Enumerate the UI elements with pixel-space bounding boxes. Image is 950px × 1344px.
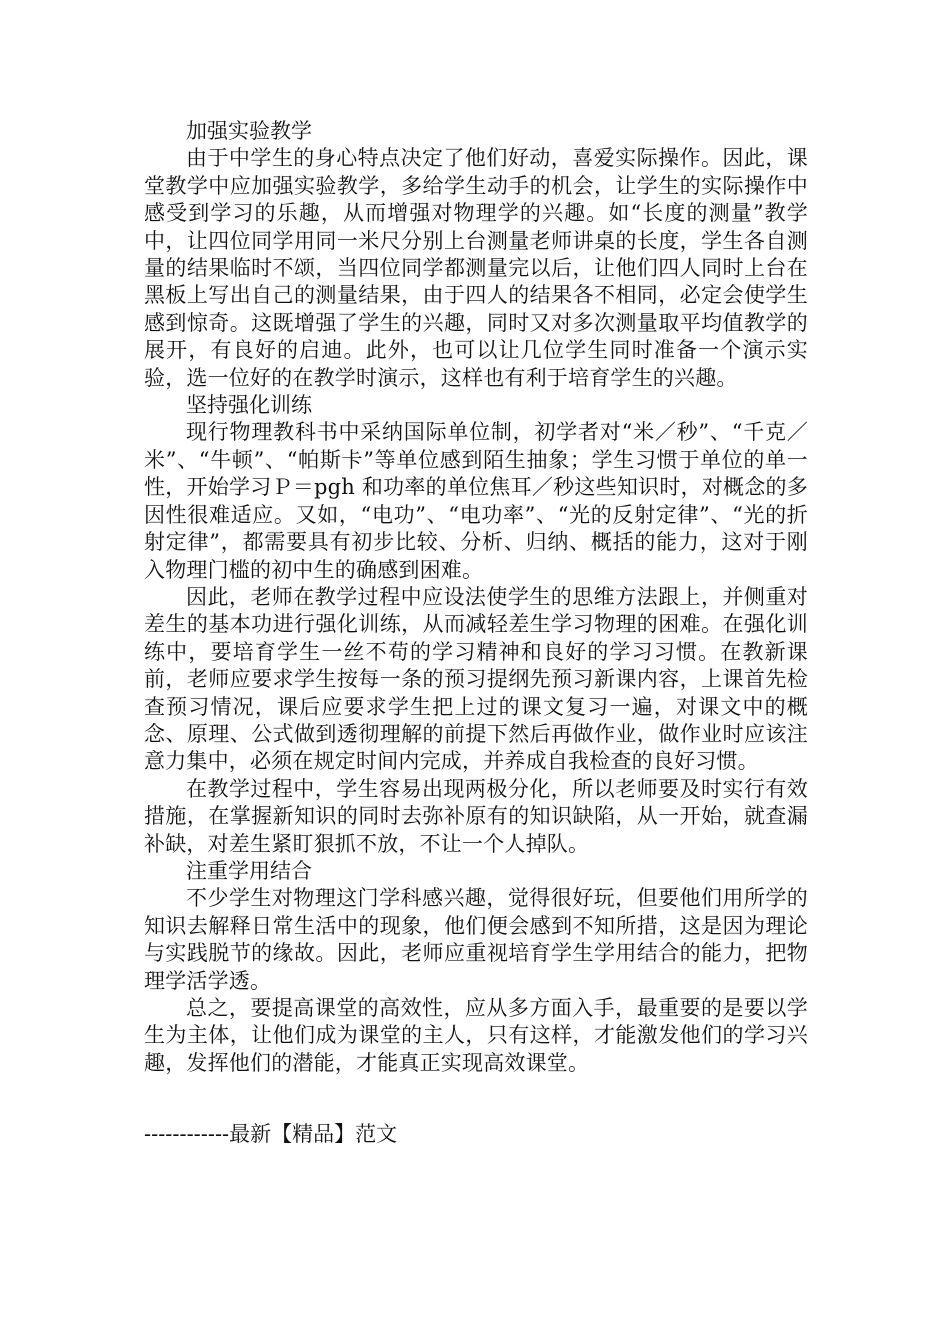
paragraph: 由于中学生的身心特点决定了他们好动，喜爱实际操作。因此，课堂教学中应加强实验教学，多给学生动手的机会，让学生的实际操作中感受到学习的乐趣，从而增强对物理学的兴趣。如“长度的测量”教学中，让四位同学用同一米尺分别上台测量老师讲桌的长度，学生各自测量的结果临时不颂，当四位同学都测量完以后，让他们四人同时上台在黑板上写出自己的测量结果，由于四人的结果各不相同，必定会使学生感到惊奇。这既增强了学生的兴趣，同时又对多次测量取平均值教学的展开，有良好的启迪。此外，也可以让几位学生同时准备一个演示实验，选一位好的在教学时演示，这样也有利于培育学生的兴趣。 — [144, 146, 808, 390]
section-heading: 注重学用结合 — [186, 858, 312, 883]
paragraph: 因此，老师在教学过程中应设法使学生的思维方法跟上，并侧重对差生的基本功进行强化训练，从而减轻差生学习物理的困难。在强化训练中，要培育学生一丝不苟的学习精神和良好的学习习惯。在教新课前，老师应要求学生按每一条的预习提纲先预习新课内容，上课首先检查预习情况，课后应要求学生把上过的课文复习一遍，对课文中的概念、原理、公式做到透彻理解的前提下然后再做作业，做作业时应该注意力集中，必须在规定时间内完成，并养成自我检查的良好习惯。 — [144, 584, 808, 774]
footer-text: ------------最新【精品】范文 — [144, 1122, 398, 1146]
section-heading: 坚持强化训练 — [186, 393, 312, 418]
paragraph: 不少学生对物理这门学科感兴趣，觉得很好玩，但要他们用所学的知识去解释日常生活中的现象，他们便会感到不知所措，这是因为理论与实践脱节的缘故。因此，老师应重视培育学生学用结合的能力，把物理学活学透。 — [144, 886, 808, 993]
paragraph: 总之，要提高课堂的高效性，应从多方面入手，最重要的是要以学生为主体，让他们成为课堂的主人，只有这样，才能激发他们的学习兴趣，发挥他们的潜能，才能真正实现高效课堂。 — [144, 996, 808, 1075]
section-heading: 加强实验教学 — [186, 119, 312, 143]
document-body — [144, 118, 808, 1077]
paragraph: 现行物理教科书中采纳国际单位制，初学者对“米／秒”、“千克／米”、“牛顿”、“帕斯卡”等单位感到陌生抽象；学生习惯于单位的单一性，开始学习Ｐ＝pgh 和功率的单位焦耳／秒这些知识时，对概念的多因性很难适应。又如，“电功”、“电功率”、“光的反射定律”、“光的折射定律”，都需要具有初步比较、分析、归纳、概括的能力，这对于刚入物理门槛的初中生的确感到困难。 — [144, 420, 808, 582]
paragraph: 在教学过程中，学生容易出现两极分化，所以老师要及时实行有效措施，在掌握新知识的同时去弥补原有的知识缺陷，从一开始，就查漏补缺，对差生紧盯狠抓不放，不让一个人掉队。 — [144, 776, 808, 856]
